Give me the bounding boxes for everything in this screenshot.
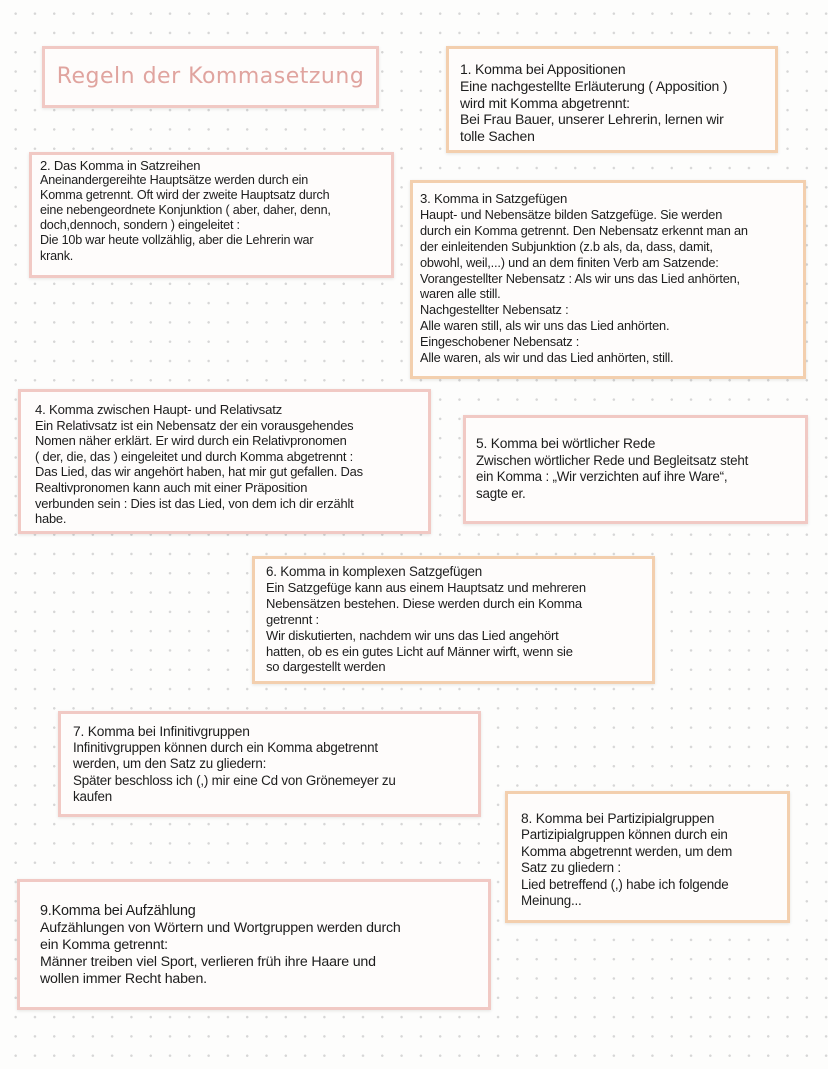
rule-line: Partizipialgruppen können durch ein [521, 827, 728, 843]
rule-line: Nebensätzen bestehen. Diese werden durch ein Komma [266, 595, 582, 611]
rule-line: Aufzählungen von Wörtern und Wortgruppen werden durch [40, 920, 401, 936]
rule-line: Komma abgetrennt werden, um dem [521, 843, 733, 859]
rule-line: ein Komma : „Wir verzichten auf ihre Ware“, [476, 469, 728, 485]
rule-line: so dargestellt werden [266, 659, 386, 675]
rule-line: krank. [40, 248, 74, 263]
rule-line: obwohl, weil,...) und an dem finiten Verb am Satzende: [420, 254, 719, 270]
rule-line: Eingeschobener Nebensatz : [420, 334, 580, 350]
rule-line: Ein Satzgefüge kann aus einem Hauptsatz und mehreren [266, 579, 586, 595]
page-title: Regeln der Kommasetzung [56, 64, 365, 90]
rule-line: Bei Frau Bauer, unserer Lehrerin, lernen wir [460, 111, 724, 128]
rule-line: Nachgestellter Nebensatz : [420, 302, 569, 318]
rule-line: Männer treiben viel Sport, verlieren früh ihre Haare und [40, 954, 376, 970]
rule-line: Die 10b war heute vollzählig, aber die Lehrerin war [40, 233, 314, 248]
rule-line: der einleitenden Subjunktion (z.b als, da, dass, damit, [420, 238, 713, 254]
rule-line: kaufen [73, 788, 113, 804]
rule-card-6 [252, 556, 655, 684]
rule-line: sagte er. [476, 485, 526, 501]
rule-line: Das Lied, das wir angehört haben, hat mir gut gefallen. Das [35, 464, 363, 480]
title-box [42, 46, 379, 108]
rule-line: Haupt- und Nebensätze bilden Satzgefüge. Sie werden [420, 206, 723, 222]
rule-card-5 [463, 415, 808, 524]
rule-heading: 2. Das Komma in Satzreihen [40, 158, 201, 173]
rule-line: durch ein Komma getrennt. Den Nebensatz erkennt man an [420, 222, 748, 238]
rule-line: Ein Relativsatz ist ein Nebensatz der ein vorausgehendes [35, 417, 354, 433]
rule-heading: 8. Komma bei Partizipialgruppen [521, 811, 715, 826]
rule-card-9 [17, 879, 491, 1010]
rule-line: wollen immer Recht haben. [40, 971, 207, 987]
rule-line: getrennt : [266, 611, 319, 627]
rule-line: Infinitivgruppen können durch ein Komma abgetrennt [73, 740, 378, 756]
rule-card-1 [446, 46, 778, 153]
rule-line: Alle waren, als wir und das Lied anhörten, still. [420, 350, 674, 366]
rule-line: eine nebengeordnete Konjunktion ( aber, daher, denn, [40, 203, 331, 218]
rule-heading: 9.Komma bei Aufzählung [40, 903, 196, 919]
rule-heading: 1. Komma bei Appositionen [460, 61, 626, 77]
rule-heading: 7. Komma bei Infinitivgruppen [73, 724, 250, 739]
rule-heading: 6. Komma in komplexen Satzgefügen [266, 564, 482, 579]
rule-line: Alle waren still, als wir uns das Lied anhörten. [420, 318, 670, 334]
rule-line: habe. [35, 511, 67, 527]
rule-heading: 3. Komma in Satzgefügen [420, 191, 568, 206]
rule-heading: 4. Komma zwischen Haupt- und Relativsatz [35, 402, 283, 417]
rule-line: Nomen näher erklärt. Er wird durch ein Relativpronomen [35, 433, 347, 449]
rule-line: hatten, ob es ein gutes Licht auf Männer wirft, wenn sie [266, 643, 573, 659]
rule-line: Vorangestellter Nebensatz : Als wir uns das Lied anhörten, [420, 270, 740, 286]
rule-line: doch,dennoch, sondern ) eingeleitet : [40, 218, 240, 233]
rule-line: waren alle still. [420, 286, 501, 302]
rule-card-7 [58, 711, 481, 817]
rule-line: Aneinandergereihte Hauptsätze werden durch ein [40, 173, 309, 188]
rule-card-8 [505, 791, 790, 923]
rule-line: tolle Sachen [460, 128, 535, 145]
rule-card-4 [18, 389, 431, 534]
rule-line: ein Komma getrennt: [40, 937, 168, 953]
rule-line: Zwischen wörtlicher Rede und Begleitsatz steht [476, 452, 749, 468]
rule-card-3 [410, 180, 806, 379]
rule-line: ( der, die, das ) eingeleitet und durch Komma abgetrennt : [35, 448, 354, 464]
rule-line: Komma getrennt. Oft wird der zweite Hauptsatz durch [40, 188, 330, 203]
rule-line: Lied betreffend (,) habe ich folgende [521, 876, 729, 892]
rule-line: verbunden sein : Dies ist das Lied, von dem ich dir erzählt [35, 495, 354, 511]
rule-line: Wir diskutierten, nachdem wir uns das Lied angehört [266, 627, 559, 643]
rule-line: Realtivpronomen kann auch mit einer Präposition [35, 479, 308, 495]
rule-line: Eine nachgestellte Erläuterung ( Apposition ) [460, 77, 728, 94]
rule-line: werden, um den Satz zu gliedern: [73, 756, 267, 772]
rule-line: Später beschloss ich (,) mir eine Cd von Grönemeyer zu [73, 772, 396, 788]
rule-line: wird mit Komma abgetrennt: [460, 94, 630, 111]
rule-heading: 5. Komma bei wörtlicher Rede [476, 436, 656, 451]
rule-card-2 [29, 152, 394, 278]
rule-line: Satz zu gliedern : [521, 860, 621, 876]
rule-line: Meinung... [521, 893, 582, 909]
